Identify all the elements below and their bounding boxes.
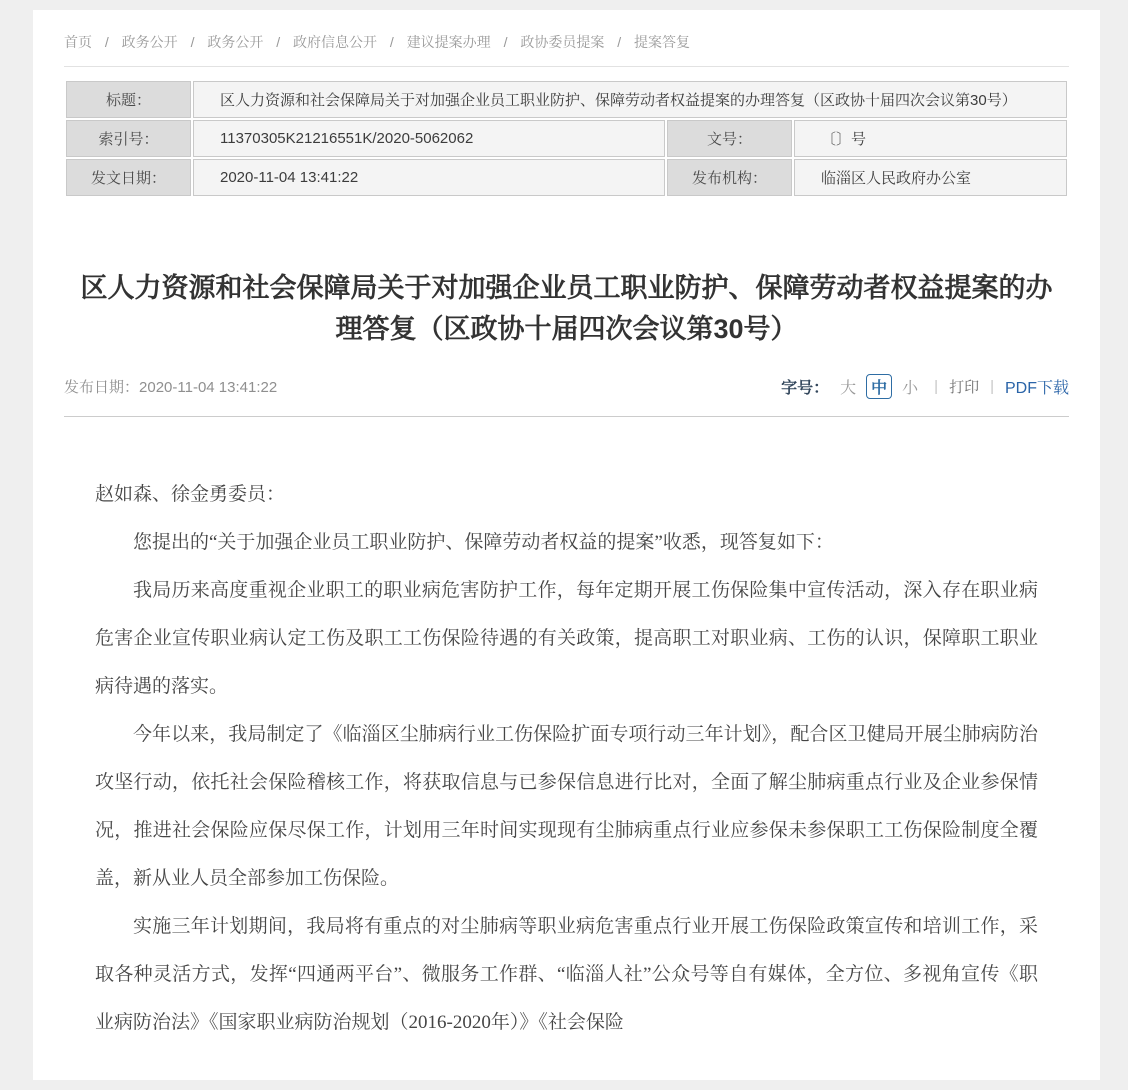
publish-date-label: 发布日期： [64,379,140,396]
breadcrumb [64,10,1069,67]
meta-agency-label: 发布机构： [667,159,792,196]
toolbar-controls [781,374,1069,399]
page-title: 区人力资源和社会保障局关于对加强企业员工职业防护、保障劳动者权益提案的办理答复（区政协十届四次会议第30号） [80,273,1053,344]
breadcrumb-separator: / [503,34,508,50]
content-card [33,10,1100,1080]
document-meta-table [64,79,1069,198]
print-button[interactable]: 打印 [949,379,980,396]
toolbar-separator: | [990,378,994,395]
pdf-download-button[interactable]: PDF下载 [1004,380,1069,397]
meta-index-value: 11370305K21216551K/2020-5062062 [193,120,665,157]
breadcrumb-link-proposal-reply[interactable]: 提案答复 [634,34,691,50]
meta-index-label: 索引号： [66,120,191,157]
meta-date-label: 发文日期： [66,159,191,196]
article-body [64,471,1069,1047]
meta-docnum-label: 文号： [667,120,792,157]
breadcrumb-link-gov-info[interactable]: 政府信息公开 [293,34,378,50]
meta-docnum-value: 〔〕号 [794,120,1067,157]
toolbar-separator: | [934,378,939,395]
meta-date-value: 2020-11-04 13:41:22 [193,159,665,196]
meta-row-title [66,81,1067,118]
body-paragraph-salutation: 赵如森、徐金勇委员： [95,484,286,505]
body-paragraph: 我局历来高度重视企业职工的职业病危害防护工作，每年定期开展工伤保险集中宣传活动，深入存在职业病危害企业宣传职业病认定工伤及职工工伤保险待遇的有关政策，提高职工对职业病、工伤的认识，保障职工职业病待遇的落实。 [95,580,1038,697]
breadcrumb-separator: / [617,34,622,50]
meta-title-value: 区人力资源和社会保障局关于对加强企业员工职业防护、保障劳动者权益提案的办理答复（区政协十届四次会议第30号） [193,81,1067,118]
breadcrumb-separator: / [190,34,195,50]
publish-date-value: 2020-11-04 13:41:22 [139,379,278,396]
breadcrumb-link-zhengwu-2[interactable]: 政务公开 [207,34,264,50]
breadcrumb-separator: / [389,34,394,50]
breadcrumb-link-cppcc-proposal[interactable]: 政协委员提案 [520,34,605,50]
breadcrumb-link-home[interactable]: 首页 [64,34,92,50]
meta-row-date [66,159,1067,196]
article-toolbar [64,374,1069,417]
publish-date [64,376,277,397]
fontsize-small-button[interactable]: 小 [902,380,919,397]
breadcrumb-separator: / [276,34,281,50]
body-paragraph: 今年以来，我局制定了《临淄区尘肺病行业工伤保险扩面专项行动三年计划》，配合区卫健局开展尘肺病防治攻坚行动，依托社会保险稽核工作，将获取信息与已参保信息进行比对，全面了解尘肺病重点行业及企业参保情况，推进社会保险应保尽保工作，计划用三年时间实现现有尘肺病重点行业应参保未参保职工工伤保险制度全覆盖，新从业人员全部参加工伤保险。 [95,724,1038,889]
fontsize-medium-button[interactable]: 中 [866,374,892,399]
meta-title-label: 标题： [66,81,191,118]
breadcrumb-link-proposal-handling[interactable]: 建议提案办理 [406,34,491,50]
fontsize-label: 字号： [781,380,830,397]
body-paragraph: 您提出的“关于加强企业员工职业防护、保障劳动者权益的提案”收悉，现答复如下： [133,532,834,553]
breadcrumb-link-zhengwu-1[interactable]: 政务公开 [121,34,178,50]
fontsize-large-button[interactable]: 大 [840,380,857,397]
body-paragraph: 实施三年计划期间，我局将有重点的对尘肺病等职业病危害重点行业开展工伤保险政策宣传和培训工作，采取各种灵活方式，发挥“四通两平台”、微服务工作群、“临淄人社”公众号等自有媒体，全方位、多视角宣传《职业病防治法》《国家职业病防治规划（2016-2020年）》《社会保险 [95,916,1038,1033]
meta-row-index [66,120,1067,157]
meta-agency-value: 临淄区人民政府办公室 [794,159,1067,196]
breadcrumb-separator: / [104,34,109,50]
